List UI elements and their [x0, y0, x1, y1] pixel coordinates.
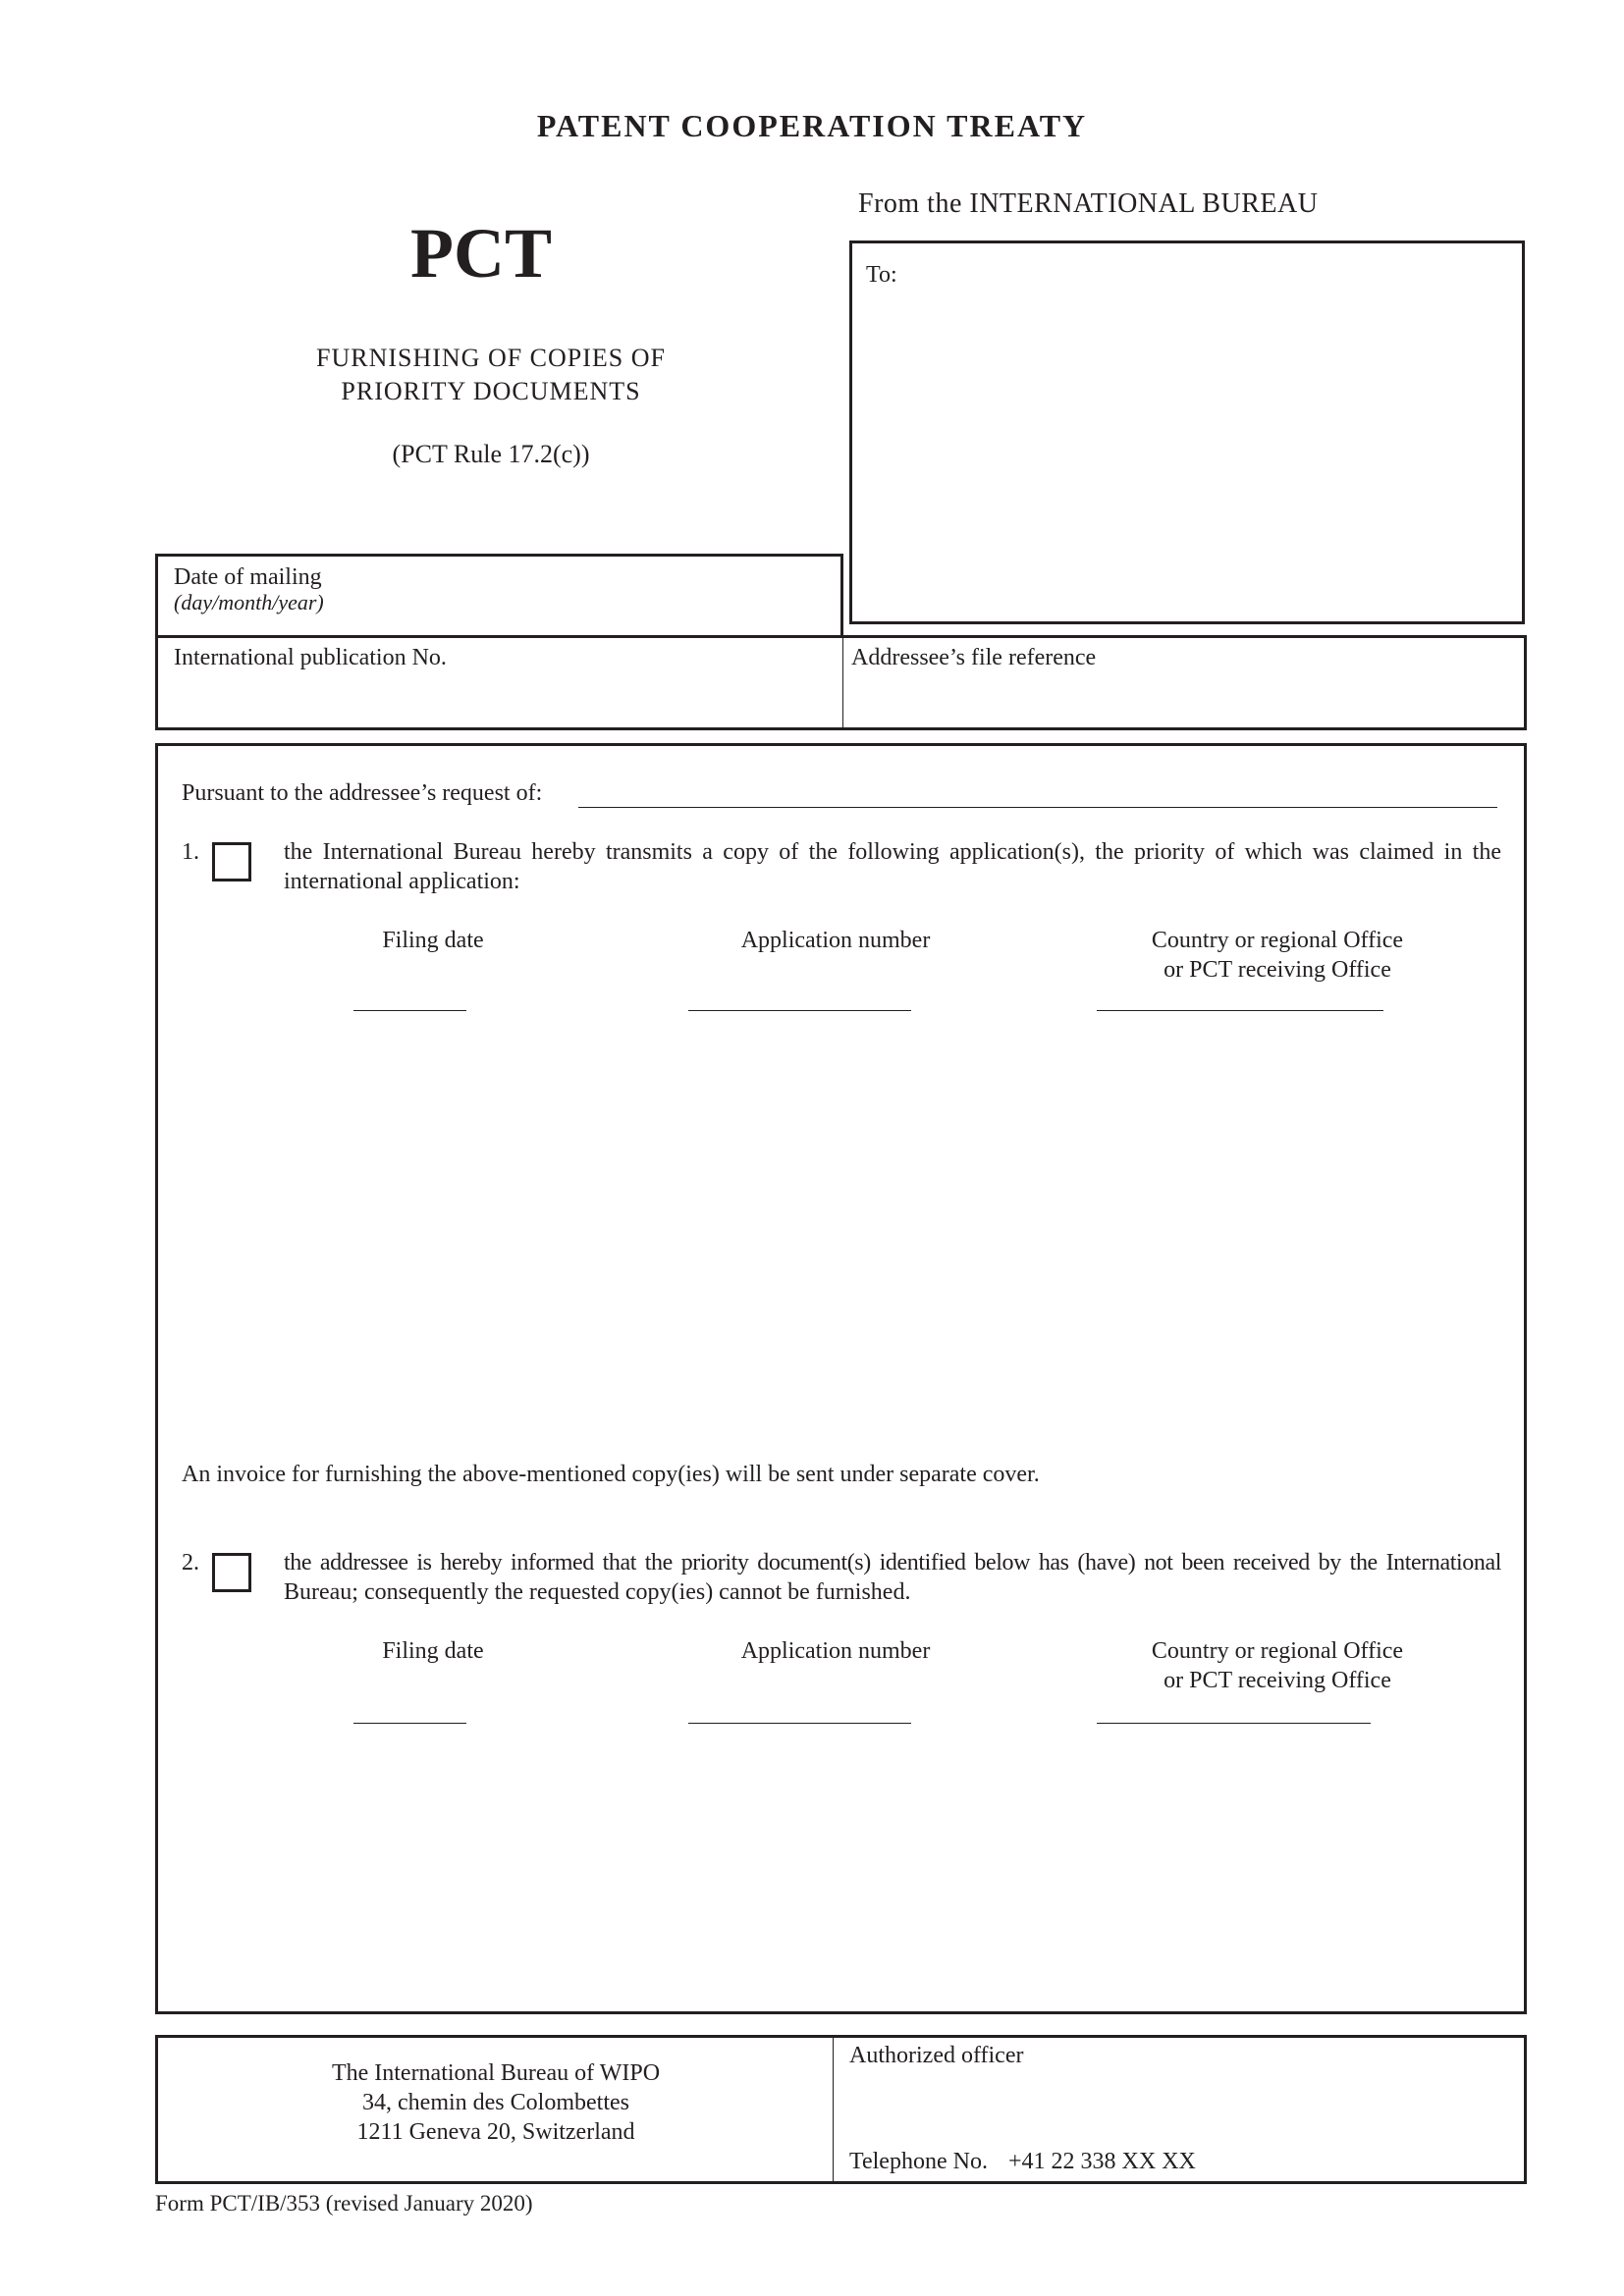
item1-filing-date-field[interactable] — [353, 1010, 466, 1011]
item2-checkbox[interactable] — [212, 1553, 251, 1592]
publication-reference-divider — [842, 638, 843, 727]
item1-country-field[interactable] — [1097, 1010, 1383, 1011]
request-date-field[interactable] — [578, 807, 1497, 808]
item1-checkbox[interactable] — [212, 842, 251, 881]
pursuant-label: Pursuant to the addressee’s request of: — [182, 780, 543, 806]
addressee-box[interactable] — [849, 240, 1525, 624]
item1-number: 1. — [182, 839, 199, 865]
item2-filing-date-field[interactable] — [353, 1723, 466, 1724]
ib-address-line1: The International Bureau of WIPO — [331, 2060, 661, 2086]
addressee-file-reference-field[interactable] — [851, 675, 1499, 721]
item1-text-line2: international application: — [284, 869, 520, 894]
form-identifier: Form PCT/IB/353 (revised January 2020) — [155, 2191, 533, 2216]
invoice-note: An invoice for furnishing the above-mentioned copy(ies) will be sent under separate cover. — [182, 1462, 1040, 1487]
treaty-title: PATENT COOPERATION TREATY — [536, 108, 1088, 143]
item1-text-line1: the International Bureau hereby transmits a copy of the following application(s), the priority of which was claimed in the — [284, 839, 1501, 865]
date-of-mailing-box[interactable] — [155, 554, 843, 638]
international-publication-no-field[interactable] — [174, 675, 822, 721]
item2-country-field[interactable] — [1097, 1723, 1371, 1724]
request-box — [155, 743, 1527, 2014]
form-title-line1: FURNISHING OF COPIES OF — [315, 344, 666, 372]
item2-application-number-field[interactable] — [688, 1723, 911, 1724]
telephone-label: Telephone No. — [849, 2149, 988, 2174]
item2-number: 2. — [182, 1550, 199, 1575]
item1-col-country-line1: Country or regional Office — [1151, 928, 1404, 953]
item2-text-line2: Bureau; consequently the requested copy(ies) cannot be furnished. — [284, 1579, 911, 1605]
pct-logo: PCT — [410, 214, 552, 293]
item2-col-country-line2: or PCT receiving Office — [1164, 1668, 1391, 1693]
authorized-officer-label: Authorized officer — [849, 2043, 1024, 2068]
form-title-line2: PRIORITY DOCUMENTS — [341, 377, 641, 405]
item2-col-filing-date: Filing date — [382, 1638, 484, 1664]
ib-address-line3: 1211 Geneva 20, Switzerland — [356, 2119, 635, 2145]
signature-box — [155, 2035, 1527, 2184]
addressee-file-reference-label: Addressee’s file reference — [851, 645, 1097, 670]
item1-col-application-number: Application number — [740, 928, 931, 953]
item2-text-line1: the addressee is hereby informed that the priority document(s) identified below has (have) not been received by the International — [284, 1550, 1501, 1575]
item2-col-country-line1: Country or regional Office — [1151, 1638, 1404, 1664]
ib-address-line2: 34, chemin des Colombettes — [362, 2090, 629, 2115]
date-of-mailing-label: Date of mailing — [174, 564, 322, 590]
international-publication-no-label: International publication No. — [174, 645, 447, 670]
item1-application-number-field[interactable] — [688, 1010, 911, 1011]
rule-reference: (PCT Rule 17.2(c)) — [392, 440, 590, 468]
publication-reference-box — [155, 635, 1527, 730]
authorized-officer-field[interactable] — [849, 2073, 1497, 2138]
item2-col-application-number: Application number — [740, 1638, 931, 1664]
item1-col-filing-date: Filing date — [382, 928, 484, 953]
item1-col-country-line2: or PCT receiving Office — [1164, 957, 1391, 983]
to-label: To: — [866, 262, 897, 288]
telephone-value: +41 22 338 XX XX — [1008, 2149, 1196, 2174]
from-international-bureau: From the INTERNATIONAL BUREAU — [858, 188, 1319, 219]
date-format-hint: (day/month/year) — [174, 590, 324, 614]
